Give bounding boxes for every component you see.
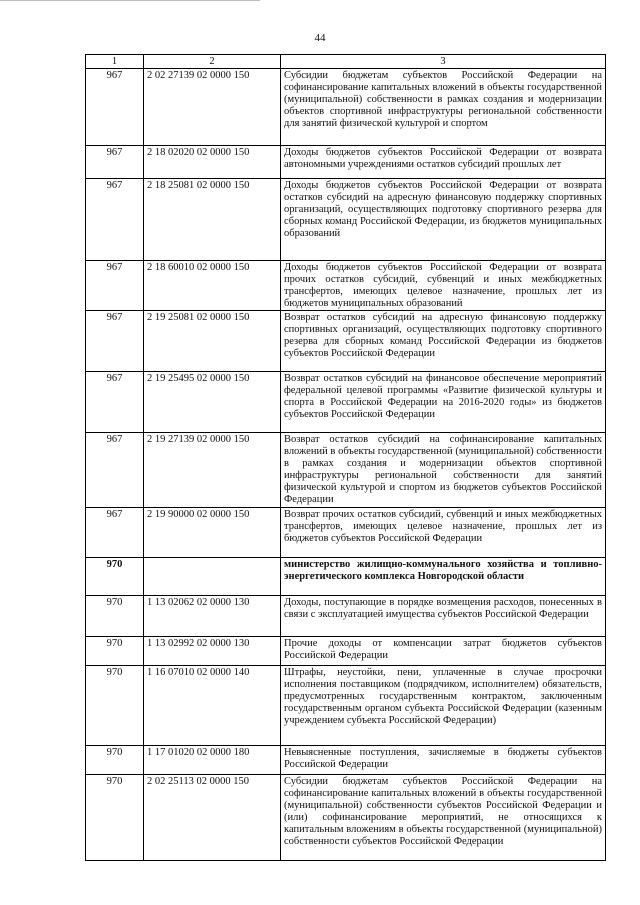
- admin-code-cell: 967: [86, 433, 144, 508]
- description-cell: Штрафы, неустойки, пени, уплаченные в случае просрочки исполнения поставщиком (подрядчиком, исполнителем) обязательств, предусмотренных государственным контрактом, заключенным государственным органом субъекта Российской Федерации (казенным учреждением субъекта Российской Федерации): [281, 666, 606, 746]
- revenue-code-cell: 2 02 27139 02 0000 150: [144, 69, 281, 146]
- revenue-code-cell: 1 17 01020 02 0000 180: [144, 746, 281, 775]
- table-row: [86, 261, 606, 311]
- table-row: [86, 666, 606, 746]
- table-row: [86, 746, 606, 775]
- revenue-code-cell: 1 13 02062 02 0000 130: [144, 596, 281, 637]
- page-number: 44: [314, 32, 326, 44]
- admin-code-cell: 967: [86, 311, 144, 372]
- revenue-code-cell: 2 18 02020 02 0000 150: [144, 146, 281, 179]
- description-cell: Возврат остатков субсидий на финансовое обеспечение мероприятий федеральной целевой программы «Развитие физической культуры и спорта в Российской Федерации на 2016-2020 годы» из бюджетов субъектов Российской Федерации: [281, 372, 606, 433]
- admin-code-cell: 970: [86, 596, 144, 637]
- table-row: [86, 179, 606, 261]
- description-cell: Возврат остатков субсидий на адресную финансовую поддержку спортивных организаций, осуществляющих подготовку спортивного резерва для сборных команд Российской Федерации из бюджетов субъектов Российской Федерации: [281, 311, 606, 372]
- table-row: [86, 146, 606, 179]
- revenue-code-cell: 1 13 02992 02 0000 130: [144, 637, 281, 666]
- description-cell: Доходы бюджетов субъектов Российской Федерации от возврата прочих остатков субсидий, субвенций и иных межбюджетных трансфертов, имеющих целевое назначение, прошлых лет из бюджетов муниципальных образований: [281, 261, 606, 311]
- admin-code-cell: 970: [86, 637, 144, 666]
- admin-code-cell: 967: [86, 372, 144, 433]
- header-col-3: 3: [281, 55, 606, 69]
- table-row: [86, 311, 606, 372]
- admin-code-cell: 967: [86, 146, 144, 179]
- header-row: [86, 55, 606, 69]
- table-row: [86, 433, 606, 508]
- revenue-code-cell: 2 19 25495 02 0000 150: [144, 372, 281, 433]
- admin-code-cell: 970: [86, 666, 144, 746]
- admin-code-cell: 967: [86, 179, 144, 261]
- table-row: [86, 596, 606, 637]
- admin-code-cell: 970: [86, 558, 144, 596]
- revenue-code-cell: 2 19 27139 02 0000 150: [144, 433, 281, 508]
- revenue-codes-table: [85, 54, 606, 861]
- table-row: [86, 775, 606, 861]
- description-cell: Доходы, поступающие в порядке возмещения расходов, понесенных в связи с эксплуатацией имущества субъектов Российской Федерации: [281, 596, 606, 637]
- revenue-code-cell: [144, 558, 281, 596]
- description-cell: Невыясненные поступления, зачисляемые в бюджеты субъектов Российской Федерации: [281, 746, 606, 775]
- admin-code-cell: 967: [86, 69, 144, 146]
- table-row: [86, 637, 606, 666]
- admin-code-cell: 967: [86, 508, 144, 558]
- description-cell: Субсидии бюджетам субъектов Российской Федерации на софинансирование капитальных вложений в объекты государственной (муниципальной) собственности в рамках создания и модернизации объектов спортивной инфраструктуры региональной собственности для занятий физической культурой и спортом: [281, 69, 606, 146]
- description-cell: Возврат остатков субсидий на софинансирование капитальных вложений в объекты государственной (муниципальной) собственности в рамках создания и модернизации объектов спортивной инфраструктуры региональной собственности для занятий физической культурой и спортом из бюджетов субъектов Российской Федерации: [281, 433, 606, 508]
- table-row: [86, 558, 606, 596]
- admin-code-cell: 970: [86, 746, 144, 775]
- admin-code-cell: 967: [86, 261, 144, 311]
- table-row: [86, 69, 606, 146]
- description-cell: Доходы бюджетов субъектов Российской Федерации от возврата автономными учреждениями остатков субсидий прошлых лет: [281, 146, 606, 179]
- revenue-code-cell: 2 19 90000 02 0000 150: [144, 508, 281, 558]
- header-col-2: 2: [144, 55, 281, 69]
- revenue-code-cell: 1 16 07010 02 0000 140: [144, 666, 281, 746]
- description-cell: Возврат прочих остатков субсидий, субвенций и иных межбюджетных трансфертов, имеющих целевое назначение, прошлых лет из бюджетов субъектов Российской Федерации: [281, 508, 606, 558]
- revenue-code-cell: 2 02 25113 02 0000 150: [144, 775, 281, 861]
- admin-code-cell: 970: [86, 775, 144, 861]
- top-scan-line: [0, 0, 260, 1]
- header-col-1: 1: [86, 55, 144, 69]
- table-row: [86, 508, 606, 558]
- description-cell: Доходы бюджетов субъектов Российской Федерации от возврата остатков субсидий на адресную финансовую поддержку спортивных организаций, осуществляющих подготовку спортивного резерва для сборных команд Российской Федерации, из бюджетов муниципальных образований: [281, 179, 606, 261]
- revenue-code-cell: 2 18 60010 02 0000 150: [144, 261, 281, 311]
- description-cell: министерство жилищно-коммунального хозяйства и топливно-энергетического комплекса Новгородской области: [281, 558, 606, 596]
- table-row: [86, 372, 606, 433]
- revenue-code-cell: 2 19 25081 02 0000 150: [144, 311, 281, 372]
- description-cell: Субсидии бюджетам субъектов Российской Федерации на софинансирование капитальных вложений в объекты государственной (муниципальной) собственности субъектов Российской Федерации и (или) софинансирование мероприятий, не относящихся к капитальным вложениям в объекты государственной (муниципальной) собственности субъектов Российской Федерации: [281, 775, 606, 861]
- description-cell: Прочие доходы от компенсации затрат бюджетов субъектов Российской Федерации: [281, 637, 606, 666]
- revenue-code-cell: 2 18 25081 02 0000 150: [144, 179, 281, 261]
